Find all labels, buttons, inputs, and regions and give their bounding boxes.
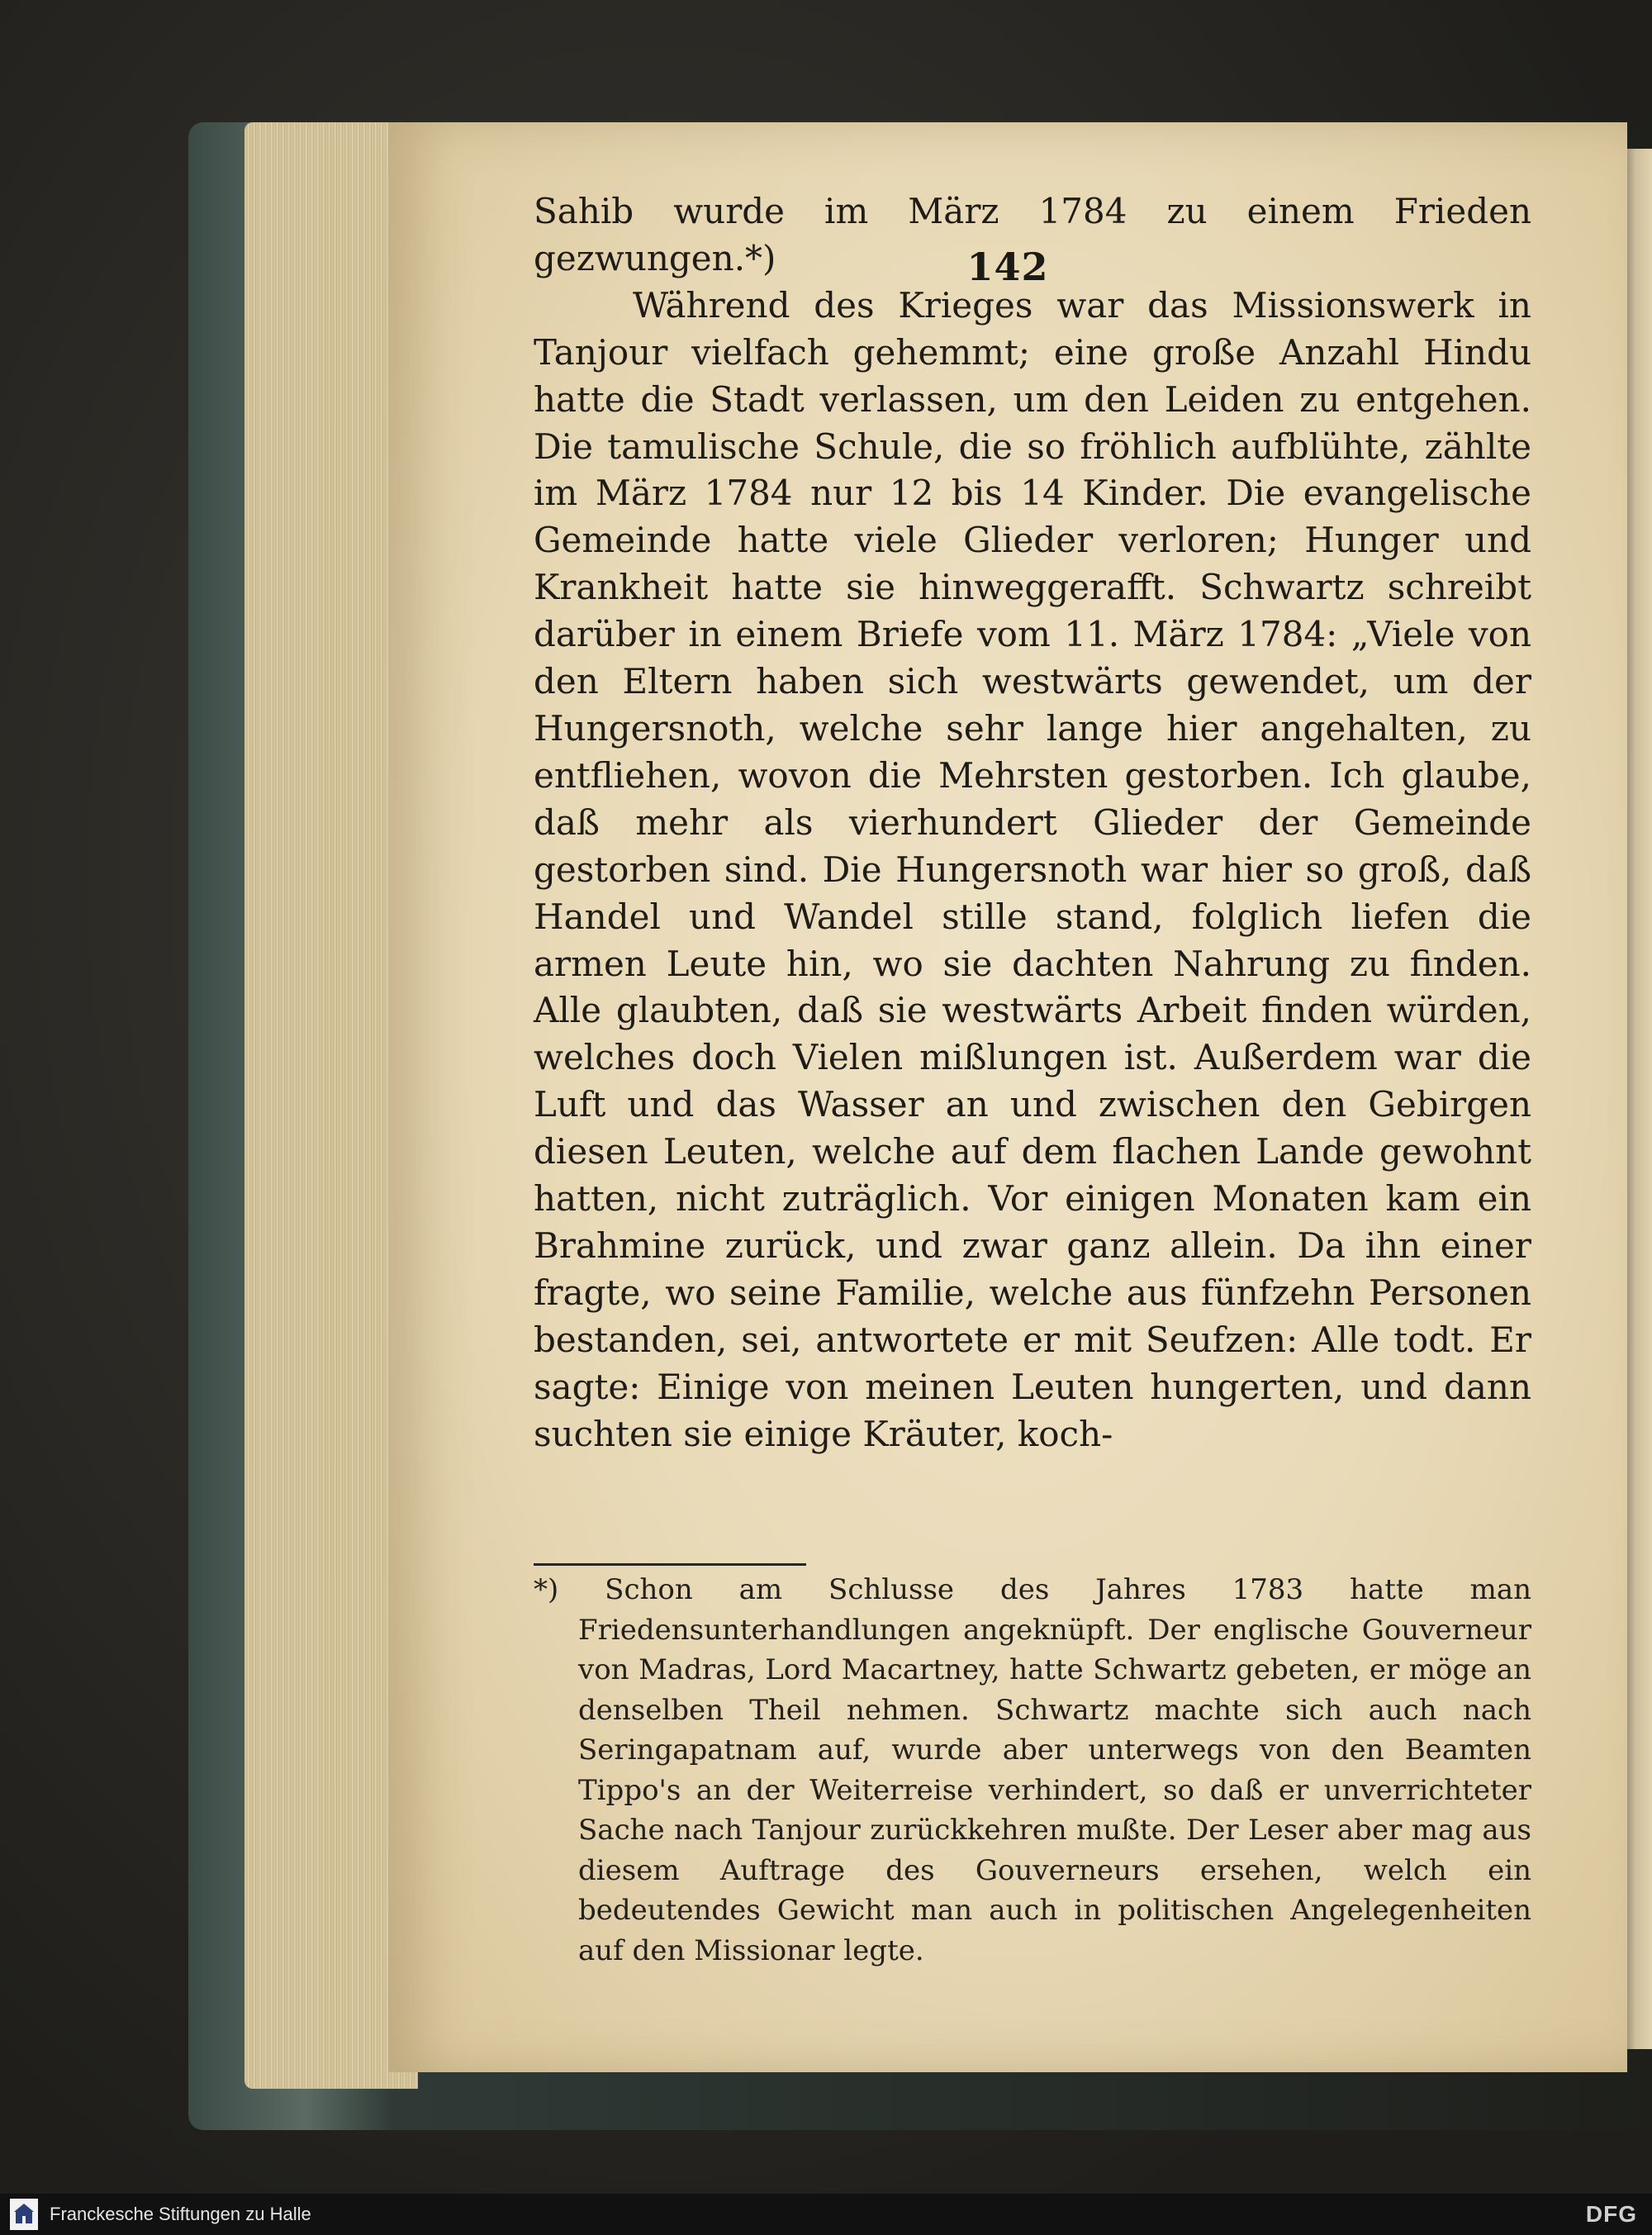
institution-logo-icon bbox=[10, 2199, 38, 2230]
paragraph: Während des Krieges war das Missionswerk in Tanjour vielfach gehemmt; eine große Anzahl Hindu hatte die Stadt verlassen, um den Leiden zu entgehen. Die tamulische Schule, die so fröhlich aufblühte, zählte im März 1784 nur 12 bis 14 Kinder. Die evangelische Gemeinde hatte viele Glieder verloren; Hunger und Krankheit hatte sie hinweggerafft. Schwartz schreibt darüber in einem Briefe vom 11. März 1784: „Viele von den Eltern haben sich westwärts gewendet, um der Hungersnoth, welche sehr lange hier angehalten, zu entfliehen, wovon die Mehrsten gestorben. Ich glaube, daß mehr als vierhundert Glieder der Gemeinde gestorben sind. Die Hungersnoth war hier so groß, daß Handel und Wandel stille stand, folglich liefen die armen Leute hin, wo sie dachten Nahrung zu finden. Alle glaubten, daß sie westwärts Arbeit finden würden, welches doch Vielen mißlungen ist. Außerdem war die Luft und das Wasser an und zwischen den Gebirgen diesen Leuten, welche auf dem flachen Lande gewohnt hatten, nicht zuträglich. Vor einigen Monaten kam ein Brahmine zurück, und zwar ganz allein. Da ihn einer fragte, wo seine Familie, welche aus fünfzehn Personen bestanden, sei, antwortete er mit Seufzen: Alle todt. Er sagte: Einige von meinen Leuten hungerten, und dann suchten sie einige Kräuter, koch- bbox=[534, 284, 1531, 1454]
paragraph-continuation: Sahib wurde im März 1784 zu einem Frieden gezwungen.*) bbox=[534, 191, 1531, 278]
footnote-block bbox=[534, 1570, 1531, 1971]
main-text-block bbox=[534, 188, 1531, 1458]
footnote: *) Schon am Schlusse des Jahres 1783 hatte man Friedensunterhandlungen angeknüpft. Der englische Gouverneur von Madras, Lord Macartney, hatte Schwartz gebeten, er möge an denselben Theil nehmen. Schwartz machte sich auch nach Seringapatnam auf, wurde aber unterwegs von den Beamten Tippo's an der Weiterreise verhindert, so daß er unverrichteter Sache nach Tanjour zurückkehren mußte. Der Leser aber mag aus diesem Auftrage des Gouverneurs ersehen, welch ein bedeutendes Gewicht man auch in politischen Angelegenheiten auf den Missionar legte. bbox=[534, 1573, 1531, 1967]
funder-logo: DFG bbox=[1585, 2201, 1637, 2227]
institution-name: Franckesche Stiftungen zu Halle bbox=[50, 2204, 311, 2224]
footnote-divider bbox=[534, 1563, 806, 1566]
viewer-footer bbox=[0, 2194, 1652, 2235]
page-number: 142 bbox=[966, 245, 1049, 289]
